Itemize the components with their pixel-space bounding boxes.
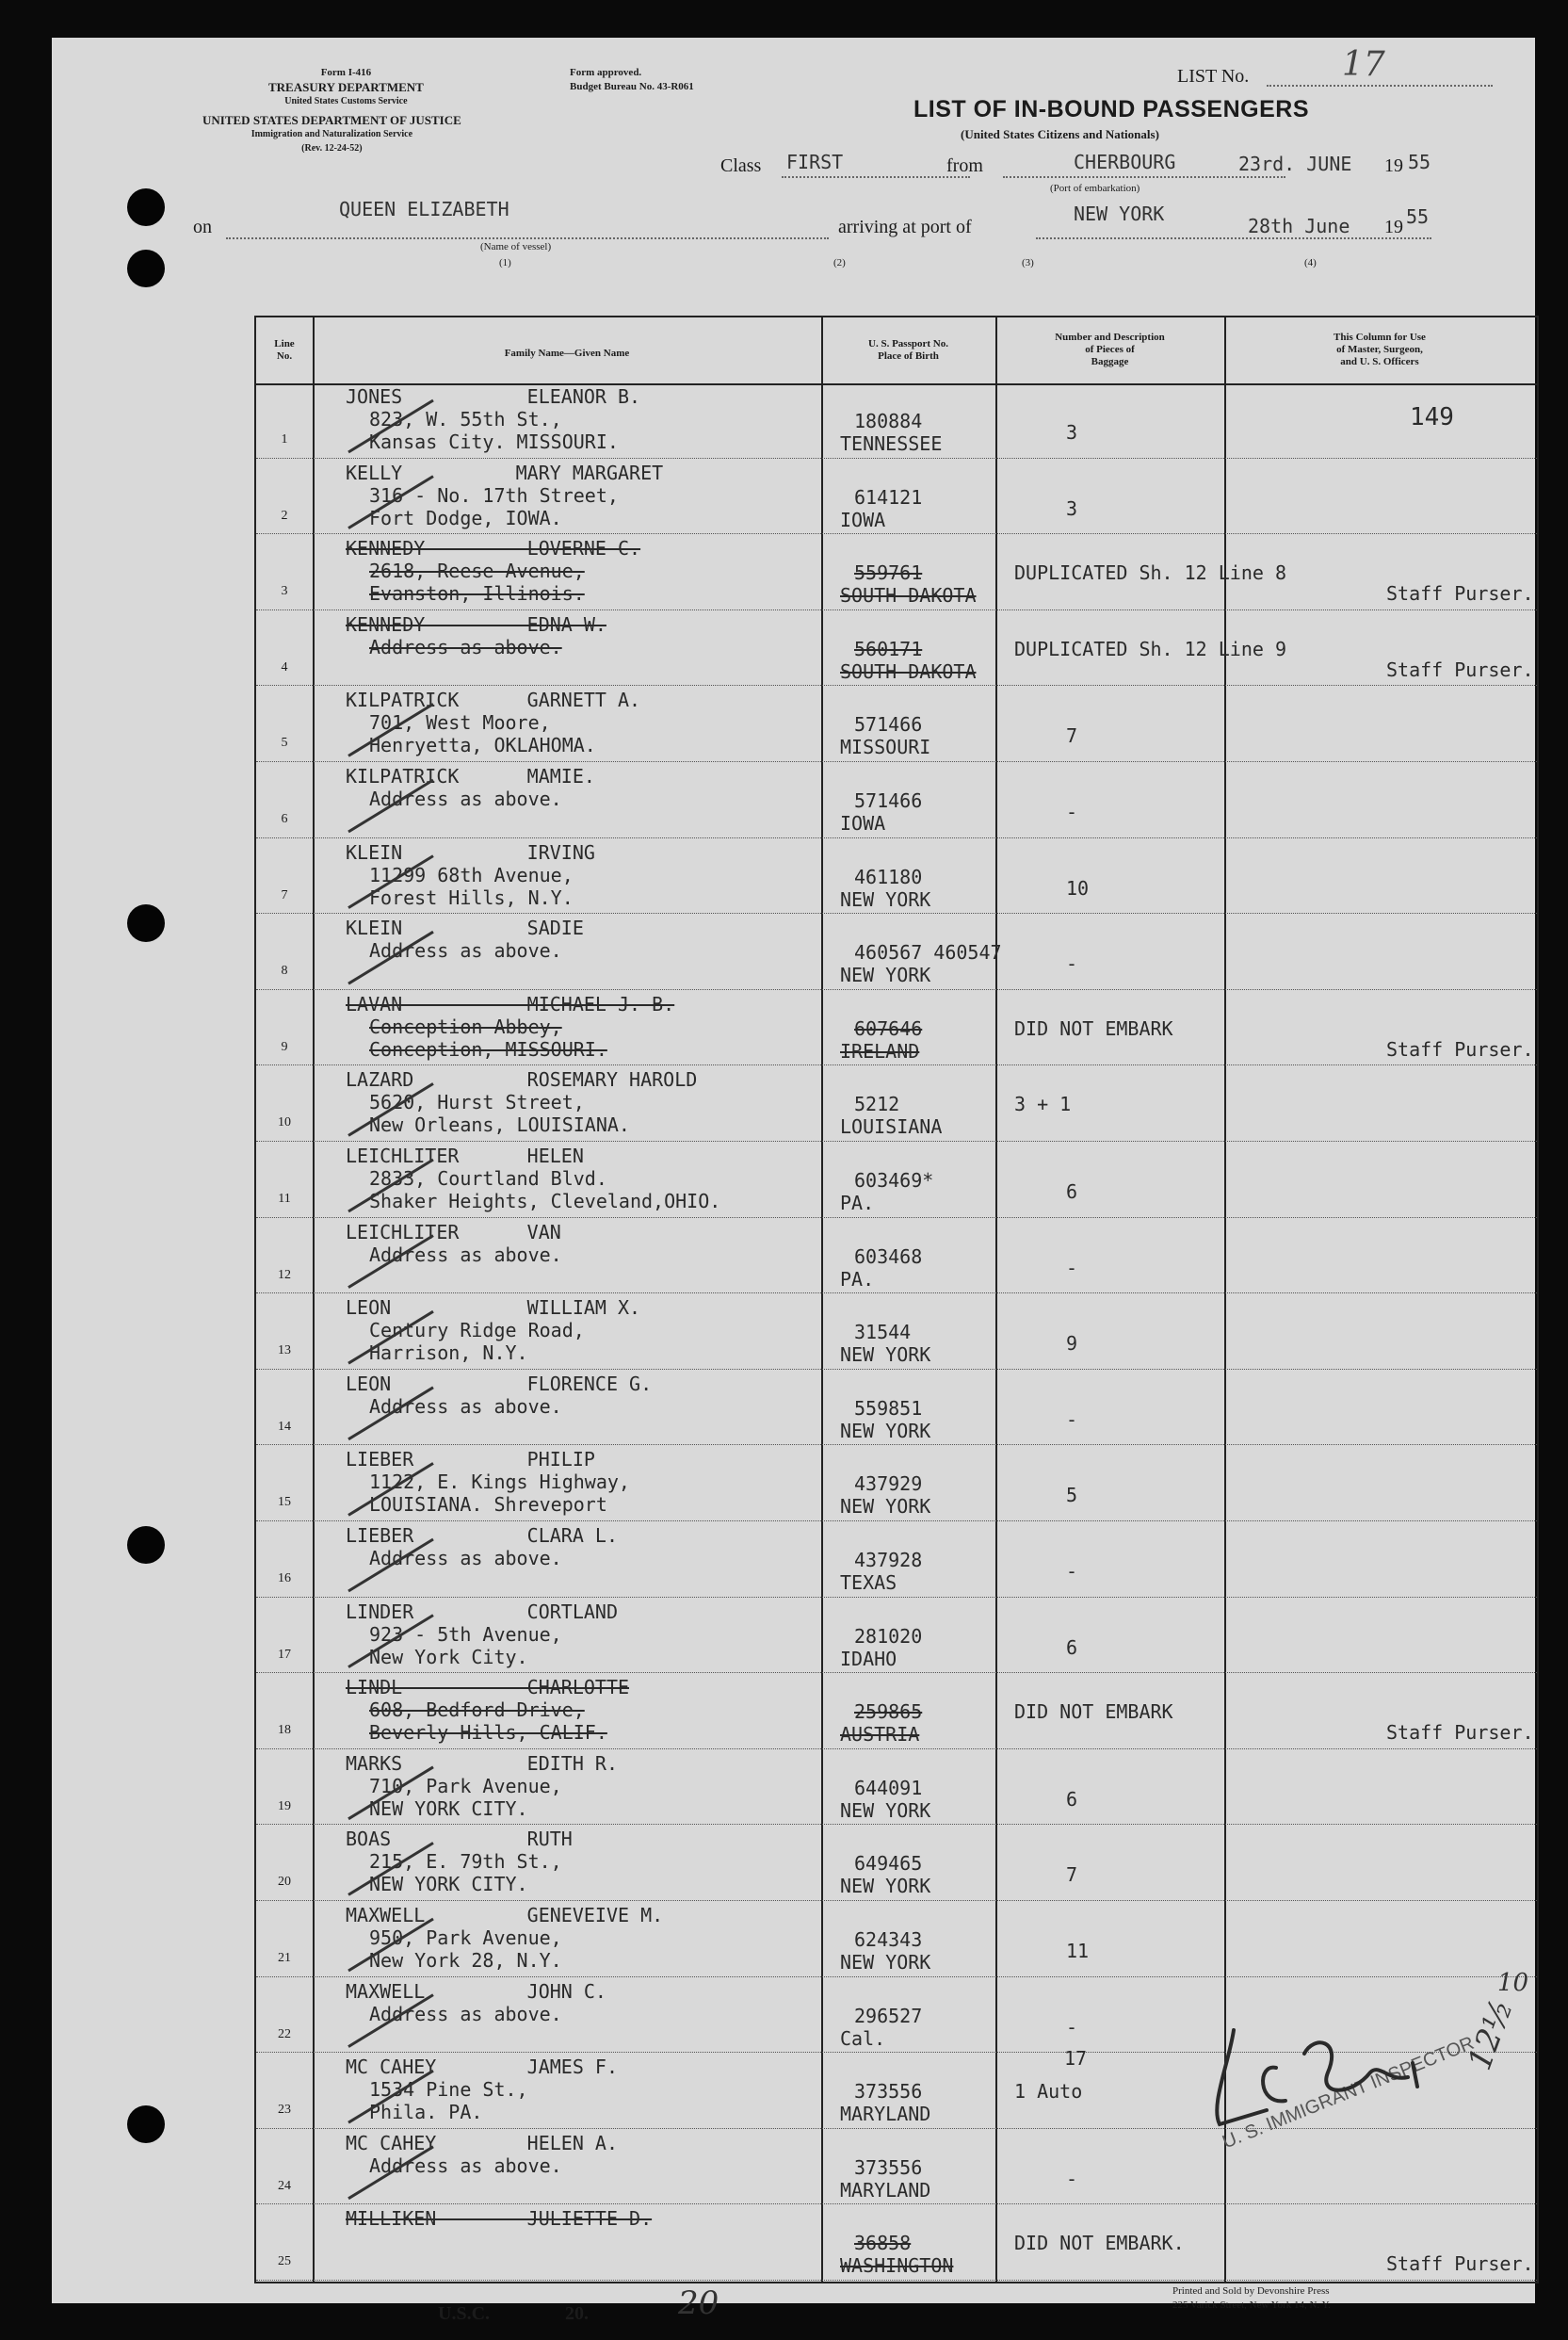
passenger-address: Address as above. [369,2153,562,2177]
check-mark [348,1767,433,1819]
department-block: UNITED STATES DEPARTMENT OF JUSTICE Immigration and Naturalization Service (Rev. 12-24-52) [202,113,461,154]
line-number: 2 [281,508,288,523]
passenger-name: BOAS RUTH [346,1828,573,1851]
passenger-address: 215, E. 79th St., [369,1850,562,1874]
passport-number: 460567 460547 [854,941,1002,965]
check-mark [348,704,433,756]
passenger-name: LEON FLORENCE G. [346,1372,653,1395]
passenger-name: LINDER CORTLAND [346,1600,618,1623]
year-prefix-2: 19 [1384,217,1403,237]
passenger-name: MAXWELL GENEVEIVE M. [346,1904,664,1926]
passenger-address: NEW YORK CITY. [369,1873,528,1896]
passenger-address: 11299 68th Avenue, [369,863,574,886]
class-label: Class [720,155,762,176]
baggage: - [1066,1560,1078,1583]
line-number: 6 [281,812,288,826]
check-mark [348,780,433,832]
baggage: 5 [1066,1484,1078,1507]
check-mark [348,1311,433,1363]
place-of-birth: NEW YORK [840,1875,931,1898]
passenger-name: KELLY MARY MARGARET [346,461,664,484]
baggage: - [1066,1407,1078,1431]
passenger-name: JONES ELEANOR B. [346,385,641,408]
footer-usc-num: 20. [565,2303,589,2324]
year-prefix: 19 [1384,155,1403,176]
line-number: 15 [278,1495,291,1510]
col-header-line: Line No. [274,338,295,362]
baggage: 10 [1066,876,1090,900]
line-number: 13 [278,1343,291,1358]
bag-extra-23: 17 [1064,2047,1088,2070]
passenger-address: NEW YORK CITY. [369,1796,528,1820]
line-number: 1 [281,432,288,447]
place-of-birth: PA. [840,1192,875,1214]
passenger-address: 2618, Reese Avenue, [369,560,585,583]
place-of-birth: PA. [840,1267,875,1291]
check-mark [348,1919,433,1971]
check-mark [348,856,433,908]
passenger-name: LAZARD ROSEMARY HAROLD [346,1068,698,1092]
on-label: on [193,217,212,237]
inspector-signature [1217,2030,1417,2124]
place-of-birth: NEW YORK [840,964,931,987]
passport-number: 614121 [854,485,923,509]
check-marks [348,400,433,2199]
line-number: 21 [278,1951,291,1965]
passenger-address: 2833, Courtland Blvd. [369,1167,607,1190]
passenger-address: LOUISIANA. Shreveport [369,1493,607,1517]
passenger-name: LINDL CHARLOTTE [346,1676,630,1699]
line-number: 25 [278,2254,291,2269]
place-of-birth: NEW YORK [840,1495,931,1519]
passenger-name: LEICHLITER VAN [346,1220,561,1243]
baggage: - [1066,801,1078,823]
check-mark [348,1539,433,1591]
passport-number: 296527 [854,2004,923,2027]
passport-number: 571466 [854,713,923,737]
passenger-address: 823, W. 55th St., [369,408,562,431]
check-mark [348,400,433,452]
passenger-address: 5620, Hurst Street, [369,1091,585,1114]
passenger-address: Address as above. [369,1547,562,1569]
place-of-birth: NEW YORK [840,1951,931,1974]
passport-number: 180884 [854,410,923,432]
passport-number: 607646 [854,1016,923,1040]
officer-note: 149 [1410,403,1454,431]
baggage: DUPLICATED Sh. 12 Line 8 [1014,561,1286,585]
place-of-birth: Cal. [840,2026,886,2050]
col4-num: (4) [1304,257,1317,268]
line-number: 5 [281,736,288,751]
baggage: DID NOT EMBARK [1014,1016,1173,1040]
passenger-address: 1534 Pine St., [369,2078,528,2102]
passenger-name: MARKS EDITH R. [346,1751,618,1775]
col3-num: (3) [1022,257,1034,268]
page-title: LIST OF IN-BOUND PASSENGERS [913,96,1310,122]
passport-number: 437929 [854,1472,923,1496]
passenger-address: New Orleans, LOUISIANA. [369,1113,630,1137]
line-number: 22 [278,2026,291,2041]
check-mark [348,1160,433,1211]
place-of-birth: NEW YORK [840,1419,931,1442]
passport-number: 560171 [854,637,923,660]
line-number: 3 [281,584,288,599]
form-approved: Form approved. Budget Bureau No. 43-R061 [570,67,694,92]
passenger-address: Address as above. [369,1394,562,1418]
passenger-name: MC CAHEY JAMES F. [346,2056,618,2079]
check-mark [348,1083,433,1135]
passenger-address: Harrison, N.Y. [369,1341,528,1365]
col-header-officers: This Column for Use of Master, Surgeon, and U. S. Officers [1334,332,1426,367]
passenger-address: Address as above. [369,635,562,658]
line-number: 8 [281,964,288,979]
place-of-birth: IRELAND [840,1039,920,1063]
col-header-name: Family Name—Given Name [504,348,630,359]
passenger-name: KLEIN IRVING [346,840,595,864]
passport-number: 5212 [854,1093,900,1116]
inspector-mark: 12½ [1461,1994,1521,2075]
passenger-address: Address as above. [369,788,562,810]
departure-year: 55 [1408,151,1431,173]
passport-number: 559761 [854,561,923,585]
passport-number: 603468 [854,1244,923,1268]
check-mark [348,2147,433,2199]
baggage: 3 + 1 [1014,1093,1072,1116]
place-of-birth: NEW YORK [840,1798,931,1822]
from-value: CHERBOURG [1074,151,1176,173]
passport-number: 373556 [854,2155,923,2179]
passenger-address: Address as above. [369,939,562,963]
passenger-name: MC CAHEY HELEN A. [346,2131,618,2154]
officer-note: Staff Purser. [1386,1037,1534,1061]
check-mark [348,1843,433,1894]
place-of-birth: TEXAS [840,1571,897,1594]
check-mark [348,1463,433,1515]
form-sheet [52,38,1535,2324]
line-number: 16 [278,1571,291,1585]
passenger-address: New York City. [369,1645,528,1668]
passenger-address: 316 - No. 17th Street, [369,483,619,507]
officer-note: Staff Purser. [1386,2252,1534,2276]
line-number: 4 [281,659,288,674]
passenger-address: Conception, MISSOURI. [369,1037,607,1061]
passport-number: 36858 [854,2232,912,2255]
baggage: 11 [1066,1940,1090,1962]
port-embark-caption: (Port of embarkation) [1050,183,1140,194]
line-number: 20 [278,1875,291,1890]
baggage: 7 [1066,724,1078,748]
col-header-baggage: Number and Description of Pieces of Baggage [1055,332,1165,367]
line-number: 18 [278,1723,291,1738]
line-number: 11 [278,1192,291,1206]
passenger-name: LEICHLITER HELEN [346,1145,584,1167]
place-of-birth: LOUISIANA [840,1115,943,1139]
passenger-name: MILLIKEN JULIETTE D. [346,2207,653,2231]
passenger-address: Evanston, Illinois. [369,582,585,606]
officer-note: Staff Purser. [1386,1721,1534,1745]
passport-number: 644091 [854,1776,923,1799]
passport-number: 437928 [854,1549,923,1571]
check-mark [348,932,433,983]
baggage: - [1066,2167,1078,2190]
check-mark [348,1995,433,2047]
line-number: 9 [281,1039,288,1054]
place-of-birth: IOWA [840,812,886,835]
officer-note: Staff Purser. [1386,658,1534,681]
passport-number: 281020 [854,1624,923,1648]
place-of-birth: TENNESSEE [840,432,943,455]
passport-number: 461180 [854,865,923,888]
line-number: 23 [278,2103,291,2118]
line-number: 12 [278,1267,291,1282]
baggage: 7 [1066,1863,1078,1887]
passenger-address: 701, West Moore, [369,711,551,735]
passenger-address: Kansas City. MISSOURI. [369,431,619,453]
passenger-address: Henryetta, OKLAHOMA. [369,734,596,757]
passenger-name: LIEBER PHILIP [346,1448,595,1471]
line-number: 10 [278,1115,291,1130]
baggage: 6 [1066,1635,1078,1659]
footer-usc-hand: 20 [678,2284,719,2322]
place-of-birth: WASHINGTON [840,2254,954,2278]
printer-credit: Printed and Sold by Devonshire Press 225 Varick Street, New York 14, N. Y. [1172,2285,1331,2311]
line-number: 24 [278,2178,291,2193]
place-of-birth: MISSOURI [840,736,931,759]
passenger-name: KLEIN SADIE [346,917,584,940]
passenger-address: Conception Abbey, [369,1015,562,1038]
passenger-address: Fort Dodge, IOWA. [369,506,562,529]
baggage: DUPLICATED Sh. 12 Line 9 [1014,637,1286,660]
passenger-address: New York 28, N.Y. [369,1949,562,1972]
passenger-address: Forest Hills, N.Y. [369,886,574,909]
vessel-caption: (Name of vessel) [480,241,552,252]
place-of-birth: MARYLAND [840,2178,931,2202]
check-mark [348,1616,433,1667]
baggage: - [1066,1256,1078,1279]
passport-number: 603469* [854,1169,934,1192]
list-no-value: 17 [1342,45,1385,84]
passenger-name: LEON WILLIAM X. [346,1296,641,1320]
check-mark [348,2071,433,2122]
passport-number: 373556 [854,2080,923,2104]
arrival-port: NEW YORK [1074,203,1165,225]
footer-usc: U.S.C. [438,2303,491,2324]
passenger-address: Shaker Heights, Cleveland,OHIO. [369,1190,721,1212]
passenger-address: 950, Park Avenue, [369,1926,562,1949]
passenger-name: LAVAN MICHAEL J. B. [346,992,675,1016]
passenger-name: KILPATRICK MAMIE. [346,765,595,788]
passport-number: 649465 [854,1852,923,1876]
baggage: 1 Auto [1014,2080,1083,2104]
passport-number: 259865 [854,1700,923,1724]
baggage: DID NOT EMBARK [1014,1700,1173,1724]
passenger-address: 923 - 5th Avenue, [369,1622,562,1646]
place-of-birth: MARYLAND [840,2103,931,2126]
passenger-name: KENNEDY EDNA W. [346,612,606,636]
check-mark [348,477,433,528]
col1-num: (1) [499,257,511,268]
place-of-birth: IDAHO [840,1647,897,1670]
baggage: 3 [1066,421,1078,444]
passenger-name: KENNEDY LOVERNE C. [346,537,641,561]
departure-date: 23rd. JUNE [1238,153,1352,175]
class-value: FIRST [786,151,844,173]
col-header-passport: U. S. Passport No. Place of Birth [868,338,948,362]
arriving-label: arriving at port of [838,217,972,237]
passport-number: 31544 [854,1321,912,1344]
line-number: 19 [278,1798,291,1813]
line-number: 7 [281,887,288,902]
passenger-address: 608, Bedford Drive, [369,1698,585,1722]
passenger-address: Address as above. [369,2002,562,2025]
passenger-name: MAXWELL JOHN C. [346,1979,606,2003]
place-of-birth: NEW YORK [840,887,931,911]
baggage: DID NOT EMBARK. [1014,2232,1185,2255]
baggage: 3 [1066,496,1078,520]
passenger-name: KILPATRICK GARNETT A. [346,689,641,712]
passenger-address: Century Ridge Road, [369,1319,585,1342]
baggage: 6 [1066,1787,1078,1811]
passport-number: 624343 [854,1928,923,1951]
officer-note: Staff Purser. [1386,582,1534,606]
place-of-birth: SOUTH DAKOTA [840,659,977,683]
passenger-address: 710, Park Avenue, [369,1774,562,1797]
arrival-year: 55 [1406,205,1430,228]
passport-number: 571466 [854,789,923,812]
inspector-stamp: U. S. IMMIGRANT INSPECTOR [1220,2032,1478,2153]
place-of-birth: AUSTRIA [840,1723,920,1747]
baggage: - [1066,2015,1078,2039]
form-id-block: Form I-416 TREASURY DEPARTMENT United States Customs Service [268,67,424,106]
place-of-birth: NEW YORK [840,1343,931,1367]
check-mark [348,1236,433,1288]
baggage: 9 [1066,1332,1078,1356]
passenger-address: 1122, E. Kings Highway, [369,1471,630,1494]
col2-num: (2) [833,257,846,268]
baggage: - [1066,952,1078,976]
check-mark [348,1388,433,1439]
inspector-mark-2: 10 [1497,1969,1529,1997]
passenger-address: Phila. PA. [369,2101,483,2124]
place-of-birth: IOWA [840,508,886,531]
baggage: 6 [1066,1180,1078,1203]
line-number: 14 [278,1419,291,1434]
page-subtitle: (United States Citizens and Nationals) [961,127,1159,141]
line-number: 17 [278,1647,291,1662]
passport-number: 559851 [854,1396,923,1420]
list-no-label: LIST No. [1177,66,1250,87]
vessel-name: QUEEN ELIZABETH [339,198,509,220]
from-label: from [946,155,983,176]
handwriting-layer [52,38,1535,2303]
passenger-name: LIEBER CLARA L. [346,1524,618,1547]
passenger-address: Beverly Hills, CALIF. [369,1721,607,1745]
passenger-address: Address as above. [369,1243,562,1266]
place-of-birth: SOUTH DAKOTA [840,584,977,608]
arrival-date: 28th June [1248,215,1350,237]
